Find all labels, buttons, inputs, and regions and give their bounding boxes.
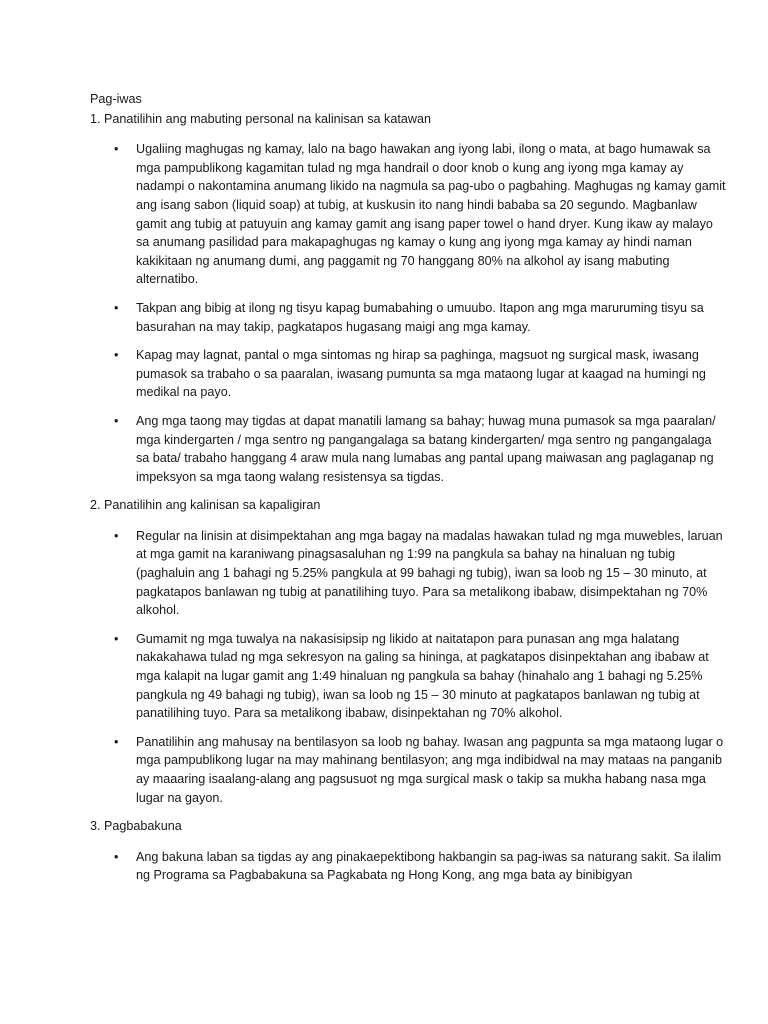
section-2	[90, 496, 728, 807]
bullet-list	[90, 848, 728, 885]
section-heading: 1. Panatilihin ang mabuting personal na kalinisan sa katawan	[90, 111, 431, 126]
bullet-list	[90, 140, 728, 486]
document-title: Pag-iwas	[90, 92, 142, 106]
list-item: • Panatilihin ang mahusay na bentilasyon sa loob ng bahay. Iwasan ang pagpunta sa mga mataong lugar o mga pampublikong lugar na may mahinang bentilasyon; ang mga indibidwal na may mataas na panganib ay maaaring isaalang-alang ang pagsusuot ng mga surgical mask o takip sa mukha habang nasa mga lugar na gayon.	[90, 733, 728, 807]
section-3	[90, 817, 728, 885]
list-item: • Ugaliing maghugas ng kamay, lalo na bago hawakan ang iyong labi, ilong o mata, at bago humawak sa mga pampublikong kagamitan tulad ng mga handrail o door knob o kung ang iyong mga kamay ay nadampi o nakontamina anumang likido na nagmula sa pag-ubo o pagbahing. Maghugas ng kamay gamit ang isang sabon (liquid soap) at tubig, at kuskusin ito nang hindi bababa sa 20 segundo. Magbanlaw gamit ang tubig at patuyuin ang kamay gamit ang isang paper towel o hand dryer. Kung ikaw ay malayo sa anumang pasilidad para makapaghugas ng kamay o kung ang iyong mga kamay ay hindi naman kakikitaan ng anumang dumi, ang paggamit ng 70 hanggang 80% na alkohol ay isang mabuting alternatibo.	[90, 140, 728, 289]
list-item: • Ang bakuna laban sa tigdas ay ang pinakaepektibong hakbangin sa pag-iwas sa naturang sakit. Sa ilalim ng Programa sa Pagbabakuna sa Pagkabata ng Hong Kong, ang mga bata ay binibigyan	[90, 848, 728, 885]
list-item: • Regular na linisin at disimpektahan ang mga bagay na madalas hawakan tulad ng mga muwebles, laruan at mga gamit na karaniwang pinagsasaluhan ng 1:99 na pangkula sa bahay na hinaluan ng tubig (paghaluin ang 1 bahagi ng 5.25% pangkula at 99 bahagi ng tubig), iwan sa loob ng 15 – 30 minuto, at pagkatapos banlawan ng tubig at panatilihing tuyo. Para sa metalikong ibabaw, disimpektahan ng 70% alkohol.	[90, 527, 728, 620]
list-item: • Takpan ang bibig at ilong ng tisyu kapag bumabahing o umuubo. Itapon ang mga maruruming tisyu sa basurahan na may takip, pagkatapos hugasang maigi ang mga kamay.	[90, 299, 728, 336]
list-item: • Ang mga taong may tigdas at dapat manatili lamang sa bahay; huwag muna pumasok sa mga paaralan/ mga kindergarten / mga sentro ng pangangalaga sa batang kindergarten/ mga sentro ng pangangalaga sa bata/ trabaho hanggang 4 araw mula nang lumabas ang pantal upang maiwasan ang paglaganap ng impeksyon sa mga taong walang resistensya sa tigdas.	[90, 412, 728, 486]
list-item: • Gumamit ng mga tuwalya na nakasisipsip ng likido at naitatapon para punasan ang mga halatang nakakahawa tulad ng mga sekresyon na galing sa hininga, at pagkatapos disinpektahan ang ibabaw at mga kalapit na lugar gamit ang 1:49 hinaluan ng pangkula sa bahay (hinahalo ang 1 bahagi ng 5.25% pangkula ng 49 bahagi ng tubig), iwan sa loob ng 15 – 30 minuto at pagkatapos banlawan ng tubig at panatilihing tuyo. Para sa metalikong ibabaw, disinpektahan ng 70% alkohol.	[90, 630, 728, 723]
section-1	[90, 110, 728, 487]
section-heading: 2. Panatilihin ang kalinisan sa kapaligiran	[90, 498, 321, 513]
section-heading: 3. Pagbabakuna	[90, 819, 182, 834]
bullet-list	[90, 527, 728, 807]
list-item: • Kapag may lagnat, pantal o mga sintomas ng hirap sa paghinga, magsuot ng surgical mask, iwasang pumasok sa trabaho o sa paaralan, iwasang pumunta sa mga mataong lugar at kaagad na humingi ng medikal na payo.	[90, 346, 728, 402]
